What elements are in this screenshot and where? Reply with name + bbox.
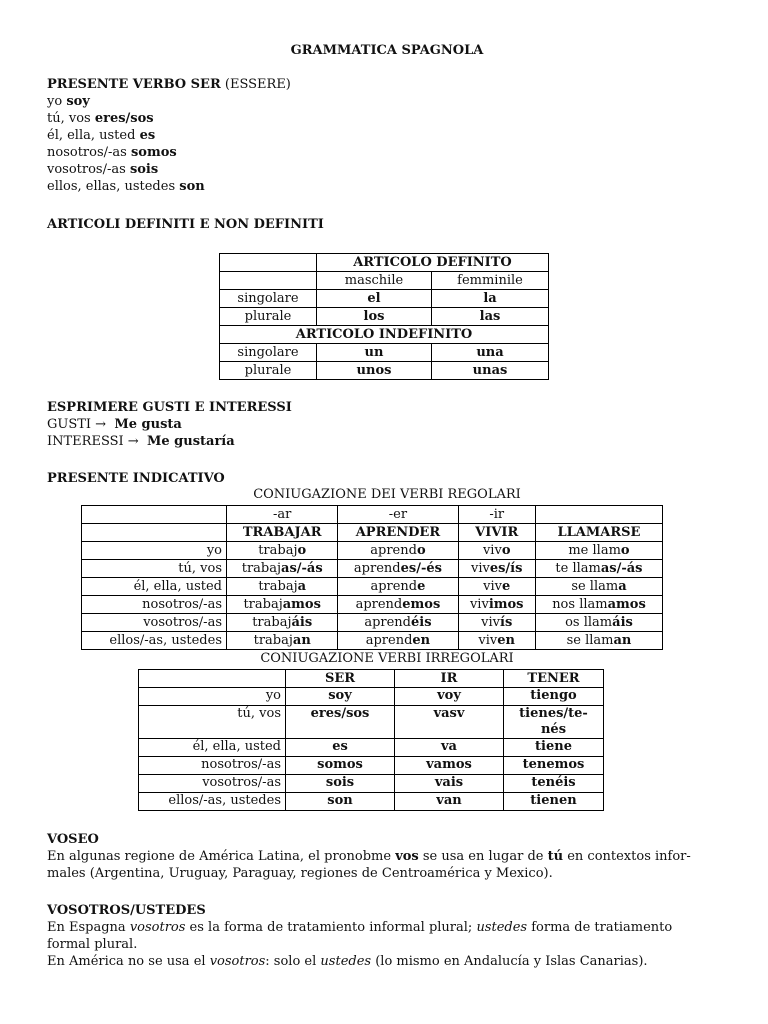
irregular-conjugation-cell: tenéis [504,775,604,793]
irregular-conjugation-cell: tienen [504,793,604,811]
table-row [139,757,604,775]
col-masc: maschile [317,272,432,290]
irregular-conjugation-cell: vais [395,775,504,793]
regular-caption: CONIUGAZIONE DEI VERBI REGOLARI [253,487,521,502]
pronoun-cell: tú, vos [82,560,227,578]
conjugation-cell: trabajamos [227,596,338,614]
conjugation-cell: me llamo [535,542,662,560]
table-row [82,542,663,560]
pronoun-cell: ellos/-as, ustedes [82,632,227,650]
pronoun-cell: él, ella, usted [139,739,286,757]
page-title: GRAMMATICA SPAGNOLA [290,43,484,58]
ind-plur-m: unos [317,362,432,380]
voseo-heading: VOSEO [47,832,99,847]
table-row [139,706,604,739]
conjugation-cell: vivís [458,614,535,632]
table-row [82,614,663,632]
table-row [82,632,663,650]
pronoun-cell: tú, vos [139,706,286,739]
irregular-conjugation-cell: va [395,739,504,757]
ser-row: él, ella, usted es [47,128,156,143]
conjugation-cell: viven [458,632,535,650]
conjugation-cell: vives/ís [458,560,535,578]
vosotros-heading: VOSOTROS/USTEDES [47,903,206,918]
gusti-heading: ESPRIMERE GUSTI E INTERESSI [47,400,292,415]
conjugation-cell: os llamáis [535,614,662,632]
conjugation-cell: vive [458,578,535,596]
pronoun-cell: yo [139,688,286,706]
conjugation-cell: trabajo [227,542,338,560]
ser-row: vosotros/-as sois [47,162,159,177]
row-sing: singolare [220,344,317,362]
ind-plur-f: unas [432,362,549,380]
irregular-conjugation-cell: tenemos [504,757,604,775]
conjugation-cell: trabaja [227,578,338,596]
conjugation-cell: trabajan [227,632,338,650]
ser-heading: PRESENTE VERBO SER (ESSERE) [47,77,291,92]
irregular-conjugation-cell: es [286,739,395,757]
def-article-title: ARTICOLO DEFINITO [317,254,549,272]
verb-header: TRABAJAR [227,524,338,542]
row-sing: singolare [220,290,317,308]
table-row [139,688,604,706]
pronoun-cell: nosotros/-as [139,757,286,775]
conjugation-cell: vivimos [458,596,535,614]
def-plur-m: los [317,308,432,326]
def-sing-f: la [432,290,549,308]
conjugation-cell: aprendes/-és [338,560,458,578]
conjugation-cell: se llaman [535,632,662,650]
voseo-paragraph: En algunas regione de América Latina, el pronobme vos se usa en lugar de tú en contextos infor- males (Argentina, Uruguay, Paraguay, regiones de Centroamérica y Mexico). [47,849,691,881]
articoli-table [219,253,549,380]
conjugation-cell: vivo [458,542,535,560]
pronoun-cell: vosotros/-as [139,775,286,793]
irregular-conjugation-cell: somos [286,757,395,775]
irregular-conjugation-cell: tiene [504,739,604,757]
ind-sing-f: una [432,344,549,362]
table-row [82,560,663,578]
verb-header: APRENDER [338,524,458,542]
table-row [82,578,663,596]
irregular-verb-header: IR [395,670,504,688]
conjugation-cell: se llama [535,578,662,596]
indef-article-title: ARTICOLO INDEFINITO [220,326,549,344]
pronoun-cell: vosotros/-as [82,614,227,632]
table-row [139,775,604,793]
interessi-line: INTERESSI → Me gustaría [47,434,235,449]
ser-row: ellos, ellas, ustedes son [47,179,205,194]
row-plur: plurale [220,362,317,380]
articoli-heading: ARTICOLI DEFINITI E NON DEFINITI [47,217,324,232]
table-row [82,596,663,614]
irregular-conjugation-cell: vamos [395,757,504,775]
irregular-conjugation-cell: van [395,793,504,811]
regular-verbs-table [81,505,663,650]
conjugation-cell: aprendéis [338,614,458,632]
def-sing-m: el [317,290,432,308]
ser-row: yo soy [47,94,90,109]
irregular-verbs-table [138,669,604,811]
pronoun-cell: nosotros/-as [82,596,227,614]
conjugation-cell: nos llamamos [535,596,662,614]
presente-heading: PRESENTE INDICATIVO [47,471,225,486]
irregular-verb-header: TENER [504,670,604,688]
verb-header: LLAMARSE [535,524,662,542]
irregular-conjugation-cell: soy [286,688,395,706]
pronoun-cell: él, ella, usted [82,578,227,596]
irregular-conjugation-cell: voy [395,688,504,706]
verb-header: VIVIR [458,524,535,542]
conjugation-cell: aprendo [338,542,458,560]
gusti-line: GUSTI → Me gusta [47,417,182,432]
irregular-caption: CONIUGAZIONE VERBI IRREGOLARI [260,651,514,666]
conjugation-cell: trabajas/-ás [227,560,338,578]
pronoun-cell: ellos/-as, ustedes [139,793,286,811]
conjugation-cell: aprendemos [338,596,458,614]
ind-sing-m: un [317,344,432,362]
pronoun-cell: yo [82,542,227,560]
conjugation-cell: aprende [338,578,458,596]
irregular-conjugation-cell: eres/sos [286,706,395,739]
conjugation-cell: trabajáis [227,614,338,632]
ending-header: -er [338,506,458,524]
irregular-conjugation-cell: son [286,793,395,811]
ser-row: tú, vos eres/sos [47,111,154,126]
conjugation-cell: te llamas/-ás [535,560,662,578]
ending-header: -ar [227,506,338,524]
table-row [139,793,604,811]
irregular-conjugation-cell: tiengo [504,688,604,706]
irregular-conjugation-cell: vasv [395,706,504,739]
ser-row: nosotros/-as somos [47,145,177,160]
def-plur-f: las [432,308,549,326]
irregular-conjugation-cell: tienes/te- nés [504,706,604,739]
ending-header [535,506,662,524]
table-row [139,739,604,757]
col-fem: femminile [432,272,549,290]
irregular-verb-header: SER [286,670,395,688]
vosotros-paragraph: En Espagna vosotros es la forma de tratamiento informal plural; ustedes forma de tratiamento formal plural. En América no se usa el vosotros: solo el ustedes (lo mismo en Andalucía y Islas Canarias). [47,920,673,969]
irregular-conjugation-cell: sois [286,775,395,793]
conjugation-cell: aprenden [338,632,458,650]
row-plur: plurale [220,308,317,326]
ending-header: -ir [458,506,535,524]
